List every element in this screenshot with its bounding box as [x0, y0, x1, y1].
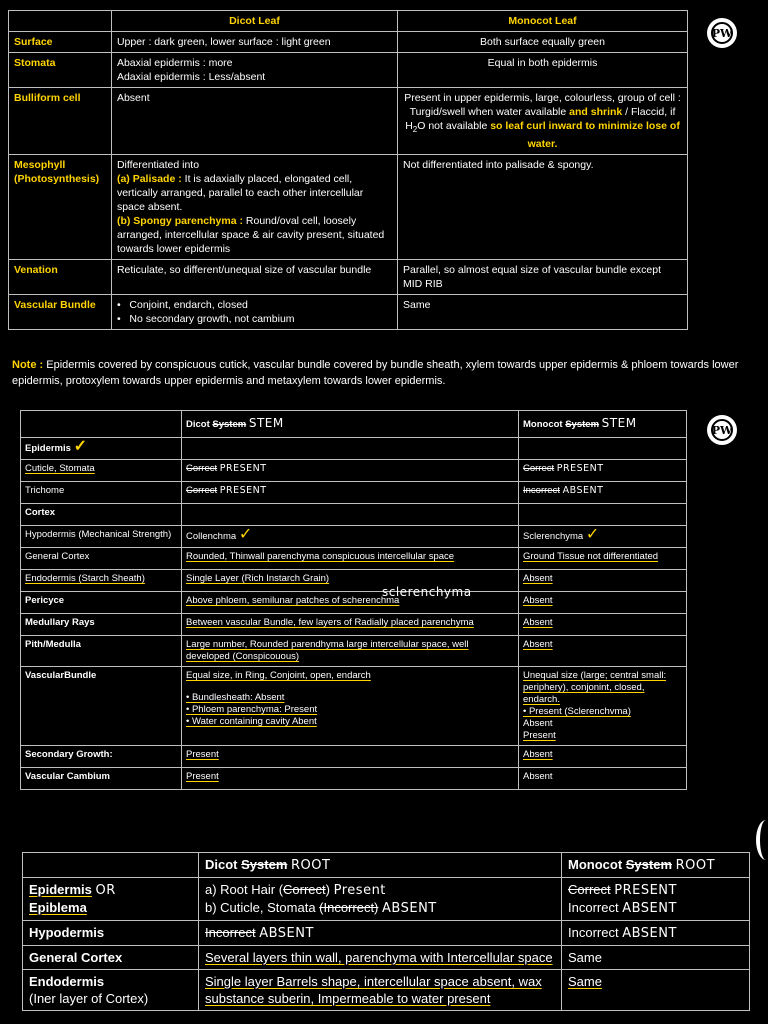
- decorative-arc: [756, 820, 768, 860]
- monocot-cell: Absent: [519, 592, 687, 614]
- struck-text: Correct: [568, 882, 611, 897]
- row-label-medullary-rays: Medullary Rays: [21, 614, 182, 636]
- struck-text: (Incorrect): [319, 900, 379, 915]
- header-monocot-stem: [519, 411, 687, 438]
- cell-line: Abaxial epidermis : more: [116, 57, 233, 69]
- dicot-cell: Single Layer (Rich Instarch Grain): [182, 570, 519, 592]
- table-row: [21, 438, 687, 460]
- row-label-trichome: Trichome: [21, 482, 182, 504]
- table-row: [21, 504, 687, 526]
- cell-line: Adaxial epidermis : Less/absent: [116, 71, 266, 83]
- dicot-cell: [182, 504, 519, 526]
- struck-text: Correct: [283, 882, 326, 897]
- cell-line: Differentiated into: [116, 159, 200, 172]
- cell-text: Present in upper epidermis, large, colourless, group of cell : Turgid/swell when water available: [404, 92, 681, 118]
- handwritten-text: ABSENT: [562, 485, 604, 496]
- monocot-cell: Same: [398, 295, 688, 330]
- cell-text: Incorrect: [568, 900, 619, 915]
- monocot-cell: [519, 667, 687, 746]
- monocot-cell: Equal in both epidermis: [398, 53, 688, 88]
- table-row: [9, 53, 688, 88]
- dicot-cell: Absent: [111, 88, 397, 155]
- checkmark-icon: ✓: [585, 526, 600, 543]
- header-empty: [21, 411, 182, 438]
- struck-text: Correct: [186, 463, 218, 474]
- header-empty: [9, 11, 112, 32]
- handwritten-text: ABSENT: [622, 901, 677, 916]
- cell-text-highlight: and shrink: [569, 106, 623, 118]
- dicot-cell: [111, 53, 397, 88]
- bullet-text: Conjoint, endarch, closed: [129, 299, 248, 312]
- cell-text: Collenchma: [186, 531, 237, 542]
- dicot-cell: [182, 526, 519, 548]
- cell-line: [568, 881, 743, 899]
- header-printed: Monocot: [523, 419, 566, 430]
- table-row: [23, 946, 750, 970]
- bullet-text: No secondary growth, not cambium: [129, 313, 295, 326]
- handwritten-text: PRESENT: [219, 485, 267, 496]
- table-row: [21, 667, 687, 746]
- table-row: [9, 32, 688, 53]
- row-label-endodermis: Endodermis (Starch Sheath): [21, 570, 182, 592]
- pw-logo: [707, 18, 737, 48]
- cell-text: Incorrect: [568, 925, 619, 940]
- dicot-cell: Large number, Rounded parendhyma large intercellular space, well developed (Conspicouous): [182, 636, 519, 667]
- table-row: [21, 768, 687, 790]
- cell-text: O not available: [417, 120, 491, 132]
- table-header-row: [9, 11, 688, 32]
- root-comparison-table: [22, 852, 750, 1011]
- table-row: [21, 570, 687, 592]
- cell-paragraph: [117, 214, 392, 256]
- header-struck: System: [212, 419, 247, 430]
- header-struck: System: [625, 857, 673, 872]
- row-label-general-cortex: General Cortex: [21, 548, 182, 570]
- monocot-cell: Absent: [519, 768, 687, 790]
- row-label-vascular-bundle: VascularBundle: [21, 667, 182, 746]
- handwritten-text: ABSENT: [382, 901, 437, 916]
- row-label-hypodermis: Hypodermis (Mechanical Strength): [21, 526, 182, 548]
- spongy-label: (b) Spongy parenchyma :: [116, 215, 246, 228]
- header-printed: Monocot: [568, 857, 626, 872]
- table-row: [21, 614, 687, 636]
- cell-line: [568, 899, 743, 917]
- row-label-vascular-bundle: Vascular Bundle: [9, 295, 112, 330]
- monocot-cell: [398, 88, 688, 155]
- label-line: (Iner layer of Cortex): [29, 991, 149, 1006]
- cell-paragraph: [117, 172, 392, 214]
- row-label-hypodermis: Hypodermis: [23, 921, 199, 946]
- table-row: [21, 592, 687, 614]
- pw-logo: [707, 415, 737, 445]
- header-dicot-leaf: Dicot Leaf: [111, 11, 397, 32]
- row-label-epidermis: [23, 878, 199, 921]
- row-label-venation: Venation: [9, 260, 112, 295]
- struck-text: Incorrect: [523, 485, 560, 496]
- header-handwritten: ROOT: [675, 858, 716, 873]
- struck-text: Correct: [186, 485, 218, 496]
- table-row: [9, 260, 688, 295]
- cell-line: [205, 881, 555, 899]
- header-dicot-stem: [182, 411, 519, 438]
- label-line: [29, 881, 192, 899]
- monocot-cell: Parallel, so almost equal size of vascular bundle except MID RIB: [398, 260, 688, 295]
- dicot-cell: Several layers thin wall, parenchyma with Intercellular space: [199, 946, 562, 970]
- row-label-surface: Surface: [9, 32, 112, 53]
- monocot-cell: [519, 460, 687, 482]
- dicot-cell: [199, 878, 562, 921]
- monocot-cell: [562, 921, 750, 946]
- struck-text: Correct: [523, 463, 555, 474]
- handwritten-text: PRESENT: [614, 883, 677, 898]
- row-label-pericycle: Pericyce: [21, 592, 182, 614]
- monocot-cell: Absent: [519, 570, 687, 592]
- table-row: [21, 548, 687, 570]
- bullet-item: • No secondary growth, not cambium: [116, 313, 295, 326]
- cell-text: a) Root Hair (: [205, 882, 284, 897]
- cell-line: • Phloem parenchyma: Present: [186, 704, 318, 715]
- header-struck: System: [565, 419, 600, 430]
- handwritten-text: PRESENT: [219, 463, 267, 474]
- table-header-row: [23, 853, 750, 878]
- note-label: Note :: [12, 359, 47, 371]
- monocot-cell: Same: [562, 970, 750, 1011]
- monocot-cell: Same: [562, 946, 750, 970]
- handwritten-text: Present: [333, 883, 386, 898]
- pw-logo-text: PW: [711, 419, 733, 441]
- cell-text: ): [325, 882, 330, 897]
- table-row: [23, 878, 750, 921]
- cell-text: Above phloem, semilunar patches of scherenchma: [186, 595, 400, 606]
- header-dicot-root: [199, 853, 562, 878]
- cell-line: Unequal size (large; central small: periphery), conjonint, closed, endarch.: [523, 670, 667, 705]
- cell-line: Equal size, in Ring, Conjoint, open, endarch: [186, 670, 371, 681]
- palisade-label: (a) Palisade :: [116, 173, 185, 186]
- row-label-stomata: Stomata: [9, 53, 112, 88]
- cell-text: Round/oval cell, loosely arranged, intercellular space & air cavity present, situated towards lower epidermis: [116, 215, 385, 256]
- row-label-vascular-cambium: Vascular Cambium: [21, 768, 182, 790]
- monocot-cell: [519, 438, 687, 460]
- note-paragraph: [12, 357, 752, 389]
- table-row: [21, 746, 687, 768]
- dicot-cell: [182, 667, 519, 746]
- cell-line: [186, 682, 514, 692]
- label-line: (Photosynthesis): [14, 173, 100, 186]
- cell-line: Present: [523, 730, 556, 741]
- monocot-cell: [519, 526, 687, 548]
- monocot-cell: Absent: [519, 746, 687, 768]
- row-label-pith: Pith/Medulla: [21, 636, 182, 667]
- table-row: [9, 88, 688, 155]
- monocot-cell: [562, 878, 750, 921]
- table-row: [23, 921, 750, 946]
- note-text: Epidermis covered by conspicuous cutick, vascular bundle covered by bundle sheath, xylem towards upper epidermis & phloem towards lower epidermis, protoxylem towards upper epidermis and metaxylem towards lower epidermis.: [12, 359, 739, 387]
- dicot-cell: Present: [182, 746, 519, 768]
- stem-comparison-table: [20, 410, 687, 790]
- checkmark-icon: ✓: [73, 438, 87, 455]
- dicot-cell: Rounded, Thinwall parenchyma conspicuous intercellular space: [182, 548, 519, 570]
- row-label-bulliform: Bulliform cell: [9, 88, 112, 155]
- dicot-cell: [182, 482, 519, 504]
- header-monocot-leaf: Monocot Leaf: [398, 11, 688, 32]
- row-label: Epidermis: [29, 882, 92, 897]
- monocot-cell: Both surface equally green: [398, 32, 688, 53]
- row-label-cuticle: [21, 460, 182, 482]
- row-label-mesophyll: [9, 155, 112, 260]
- struck-text: Incorrect: [205, 925, 256, 940]
- label-line: Mesophyll: [14, 159, 66, 172]
- row-label-secondary-growth: Secondary Growth:: [21, 746, 182, 768]
- monocot-cell: Ground Tissue not differentiated: [519, 548, 687, 570]
- header-printed: Dicot: [186, 419, 213, 430]
- label-line: Endodermis: [29, 974, 105, 989]
- dicot-cell: Between vascular Bundle, few layers of Radially placed parenchyma: [182, 614, 519, 636]
- header-empty: [23, 853, 199, 878]
- table-row: [21, 482, 687, 504]
- handwritten-text: OR: [95, 883, 116, 898]
- row-label-general-cortex: General Cortex: [23, 946, 199, 970]
- handwritten-text: PRESENT: [556, 463, 604, 474]
- table-row: [23, 970, 750, 1011]
- dicot-cell: [182, 438, 519, 460]
- row-label: Epidermis: [25, 443, 71, 454]
- cell-line: Absent: [523, 718, 553, 729]
- cell-text: b) Cuticle, Stomata: [205, 900, 320, 915]
- dicot-cell: Upper : dark green, lower surface : light green: [111, 32, 397, 53]
- dicot-cell: Reticulate, so different/unequal size of vascular bundle: [111, 260, 397, 295]
- cell-line: • Present (Sclerenchvma): [523, 706, 631, 717]
- header-handwritten: STEM: [601, 416, 637, 430]
- table-row: [9, 295, 688, 330]
- header-printed: Dicot: [205, 857, 242, 872]
- cell-line: • Water containing cavity Abent: [186, 716, 317, 727]
- row-label: Cuticle, Stomata: [25, 463, 95, 474]
- table-row: [21, 526, 687, 548]
- table-row: [21, 636, 687, 667]
- cell-text: Sclerenchyma: [523, 531, 584, 542]
- monocot-cell: Not differentiated into palisade & spongy.: [398, 155, 688, 260]
- leaf-comparison-table: [8, 10, 688, 330]
- dicot-cell: [111, 155, 397, 260]
- table-row: [9, 155, 688, 260]
- checkmark-icon: ✓: [238, 526, 253, 543]
- dicot-cell: [182, 460, 519, 482]
- handwritten-correction: sclerenchyma: [382, 585, 472, 599]
- header-handwritten: STEM: [248, 416, 284, 430]
- row-label-epidermis: [21, 438, 182, 460]
- header-monocot-root: [562, 853, 750, 878]
- header-handwritten: ROOT: [291, 858, 331, 873]
- monocot-cell: [519, 482, 687, 504]
- dicot-cell: [182, 585, 519, 614]
- monocot-cell: [519, 504, 687, 526]
- subscript: 2: [412, 125, 418, 135]
- label-line: Epiblema: [29, 900, 87, 915]
- cell-text: It is adaxially placed, elongated cell, vertically arranged, parallel to each other intercellular space absent.: [116, 173, 364, 214]
- dicot-cell: Single layer Barrels shape, intercellular space absent, wax substance suberin, Impermeable to water present: [199, 970, 562, 1011]
- header-struck: System: [241, 857, 288, 872]
- bullet-item: • Conjoint, endarch, closed: [116, 299, 248, 312]
- cell-text-highlight: so leaf curl inward to minimize lose of water.: [490, 120, 680, 151]
- cell-line: [205, 899, 555, 917]
- pw-logo-text: PW: [711, 22, 733, 44]
- dicot-cell: Present: [182, 768, 519, 790]
- dicot-cell: [111, 295, 397, 330]
- monocot-cell: Absent: [519, 636, 687, 667]
- row-label-cortex: Cortex: [21, 504, 182, 526]
- dicot-cell: [199, 921, 562, 946]
- table-header-row: [21, 411, 687, 438]
- cell-line: • Bundlesheath: Absent: [186, 692, 285, 703]
- monocot-cell: Absent: [519, 614, 687, 636]
- row-label-endodermis: [23, 970, 199, 1011]
- handwritten-text: ABSENT: [259, 926, 314, 941]
- handwritten-text: ABSENT: [622, 926, 677, 941]
- table-row: [21, 460, 687, 482]
- cell-text: / Flaccid, if H: [405, 106, 676, 132]
